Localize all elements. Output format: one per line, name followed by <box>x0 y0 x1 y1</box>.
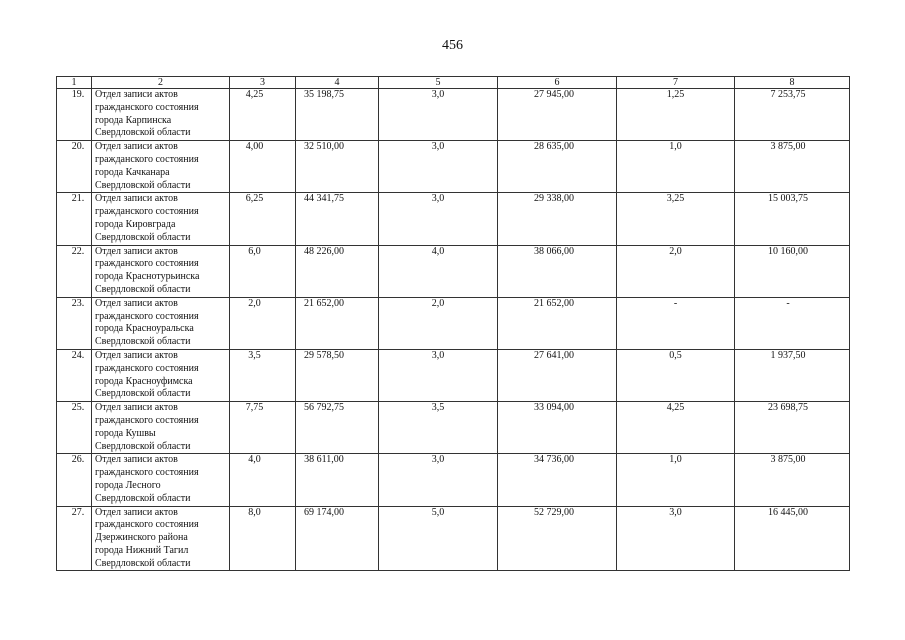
col-7-value: 0,5 <box>617 349 735 401</box>
table-row <box>57 402 850 454</box>
office-name-line: Отдел записи актов <box>95 193 178 205</box>
col-6-value: 27 945,00 <box>498 89 617 141</box>
col-5-value: 2,0 <box>379 297 498 349</box>
office-name-line: гражданского состояния <box>95 206 199 218</box>
row-number: 27. <box>57 506 92 571</box>
col-7-value: 2,0 <box>617 245 735 297</box>
table-row <box>57 349 850 401</box>
office-name-line: города Качканара <box>95 166 170 178</box>
col-3-value: 8,0 <box>230 506 296 571</box>
col-6-value: 28 635,00 <box>498 141 617 193</box>
col-5-value: 3,0 <box>379 454 498 506</box>
office-name-line: города Краснотурьинска <box>95 271 200 283</box>
office-name-line: Свердловской области <box>95 127 191 139</box>
table-row <box>57 141 850 193</box>
col-7-value: 3,25 <box>617 193 735 245</box>
col-8-value: 23 698,75 <box>735 402 850 454</box>
row-number: 23. <box>57 297 92 349</box>
col-4-value: 56 792,75 <box>296 402 379 454</box>
row-number: 24. <box>57 349 92 401</box>
office-name-line: города Лесного <box>95 479 161 491</box>
col-7-value: 4,25 <box>617 402 735 454</box>
col-3-value: 6,25 <box>230 193 296 245</box>
registry-offices-table <box>56 76 850 571</box>
office-name-line: Дзержинского района <box>95 532 188 544</box>
office-name-line: Отдел записи актов <box>95 402 178 414</box>
row-number: 19. <box>57 89 92 141</box>
col-8-value: 3 875,00 <box>735 141 850 193</box>
col-5-value: 3,0 <box>379 89 498 141</box>
office-name-line: Отдел записи актов <box>95 297 178 309</box>
col-8-value: 15 003,75 <box>735 193 850 245</box>
row-number: 26. <box>57 454 92 506</box>
office-name-line: Отдел записи актов <box>95 349 178 361</box>
header-col-8: 8 <box>735 77 850 89</box>
office-name <box>92 89 230 141</box>
col-4-value: 48 226,00 <box>296 245 379 297</box>
page-number: 456 <box>442 38 463 53</box>
office-name <box>92 506 230 571</box>
office-name-line: гражданского состояния <box>95 362 199 374</box>
office-name-line: гражданского состояния <box>95 414 199 426</box>
office-name-line: Отдел записи актов <box>95 506 178 518</box>
office-name-line: города Кушвы <box>95 427 156 439</box>
office-name-line: Свердловской области <box>95 492 191 504</box>
table-row <box>57 89 850 141</box>
office-name-line: гражданского состояния <box>95 467 199 479</box>
col-8-value: 16 445,00 <box>735 506 850 571</box>
col-4-value: 32 510,00 <box>296 141 379 193</box>
col-7-value: 1,0 <box>617 141 735 193</box>
col-8-value: 7 253,75 <box>735 89 850 141</box>
col-5-value: 3,0 <box>379 349 498 401</box>
col-3-value: 2,0 <box>230 297 296 349</box>
col-3-value: 4,00 <box>230 141 296 193</box>
col-3-value: 4,25 <box>230 89 296 141</box>
office-name-line: гражданского состояния <box>95 310 199 322</box>
office-name-line: Свердловской области <box>95 440 191 452</box>
office-name <box>92 141 230 193</box>
office-name-line: Отдел записи актов <box>95 89 178 100</box>
col-4-value: 35 198,75 <box>296 89 379 141</box>
office-name-line: города Нижний Тагил <box>95 544 189 556</box>
col-4-value: 44 341,75 <box>296 193 379 245</box>
col-5-value: 5,0 <box>379 506 498 571</box>
office-name-line: города Красноуфимска <box>95 375 193 387</box>
table-row <box>57 454 850 506</box>
col-4-value: 69 174,00 <box>296 506 379 571</box>
office-name-line: гражданского состояния <box>95 153 199 165</box>
table-row <box>57 297 850 349</box>
col-3-value: 4,0 <box>230 454 296 506</box>
office-name-line: Отдел записи актов <box>95 454 178 466</box>
office-name <box>92 245 230 297</box>
col-7-value: 1,0 <box>617 454 735 506</box>
col-7-value: 1,25 <box>617 89 735 141</box>
col-7-value: 3,0 <box>617 506 735 571</box>
col-8-value: 3 875,00 <box>735 454 850 506</box>
header-col-7: 7 <box>617 77 735 89</box>
col-6-value: 38 066,00 <box>498 245 617 297</box>
office-name-line: Отдел записи актов <box>95 141 178 153</box>
col-3-value: 3,5 <box>230 349 296 401</box>
header-col-4: 4 <box>296 77 379 89</box>
col-7-value: - <box>617 297 735 349</box>
office-name <box>92 454 230 506</box>
col-8-value: 10 160,00 <box>735 245 850 297</box>
header-col-5: 5 <box>379 77 498 89</box>
col-8-value: 1 937,50 <box>735 349 850 401</box>
office-name-line: Свердловской области <box>95 557 191 569</box>
table-row <box>57 245 850 297</box>
office-name <box>92 402 230 454</box>
col-5-value: 3,0 <box>379 141 498 193</box>
office-name-line: гражданского состояния <box>95 519 199 531</box>
header-col-3: 3 <box>230 77 296 89</box>
col-6-value: 33 094,00 <box>498 402 617 454</box>
table-row <box>57 193 850 245</box>
header-row <box>57 77 850 89</box>
col-6-value: 34 736,00 <box>498 454 617 506</box>
office-name-line: города Карпинска <box>95 114 172 126</box>
office-name <box>92 349 230 401</box>
col-3-value: 7,75 <box>230 402 296 454</box>
office-name-line: гражданского состояния <box>95 258 199 270</box>
header-col-6: 6 <box>498 77 617 89</box>
col-6-value: 27 641,00 <box>498 349 617 401</box>
col-5-value: 3,5 <box>379 402 498 454</box>
row-number: 25. <box>57 402 92 454</box>
col-3-value: 6,0 <box>230 245 296 297</box>
col-5-value: 3,0 <box>379 193 498 245</box>
office-name-line: города Красноуральска <box>95 323 194 335</box>
office-name <box>92 297 230 349</box>
col-6-value: 29 338,00 <box>498 193 617 245</box>
header-col-2: 2 <box>92 77 230 89</box>
col-4-value: 38 611,00 <box>296 454 379 506</box>
table-row <box>57 506 850 571</box>
row-number: 20. <box>57 141 92 193</box>
col-6-value: 52 729,00 <box>498 506 617 571</box>
office-name-line: Отдел записи актов <box>95 245 178 257</box>
office-name-line: Свердловской области <box>95 179 191 191</box>
col-8-value: - <box>735 297 850 349</box>
col-5-value: 4,0 <box>379 245 498 297</box>
col-4-value: 21 652,00 <box>296 297 379 349</box>
header-col-1: 1 <box>57 77 92 89</box>
office-name-line: Свердловской области <box>95 231 191 243</box>
office-name-line: Свердловской области <box>95 283 191 295</box>
row-number: 22. <box>57 245 92 297</box>
office-name-line: Свердловской области <box>95 336 191 348</box>
table-body <box>57 89 850 571</box>
col-4-value: 29 578,50 <box>296 349 379 401</box>
row-number: 21. <box>57 193 92 245</box>
office-name <box>92 193 230 245</box>
office-name-line: гражданского состояния <box>95 101 199 113</box>
office-name-line: города Кировграда <box>95 218 176 230</box>
office-name-line: Свердловской области <box>95 388 191 400</box>
col-6-value: 21 652,00 <box>498 297 617 349</box>
